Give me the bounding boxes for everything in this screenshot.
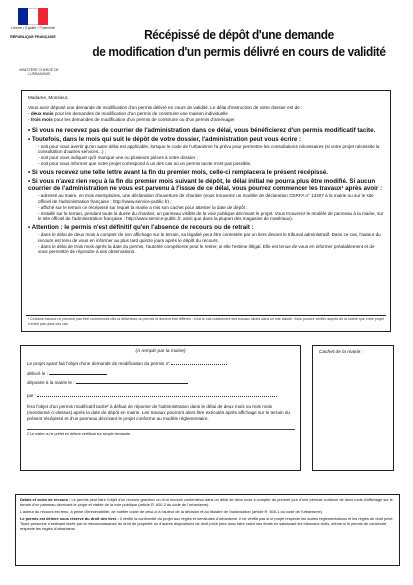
delay-three-months: - trois mois pour les demandes de modification d'un permis de construire ou d'un permis d'aménager — [28, 117, 235, 122]
republic-name: RÉPUBLIQUE FRANÇAISE — [10, 35, 56, 39]
appeal-paragraph — [20, 498, 396, 508]
receipt-form — [20, 345, 301, 471]
title-line-1: Récépissé de dépôt d'une demande — [144, 27, 334, 42]
appeal-heading: Délais et voies de recours : — [20, 497, 71, 502]
filed-date-field[interactable] — [76, 379, 188, 384]
footnote-divider — [26, 315, 386, 316]
tacit-permit-text: fera l'objet d'un permis modificatif tacite² à défaut de réponse de l'administration dans le délai de deux mois ou trois mois (mentionné ci-dessus) après la date de dépôt en mairie. Les travaux pourront alors être exécutés après affichage sur le terrain du présent récépissé et d'un panneau décrivant le projet conforme au modèle réglementaire. — [27, 404, 290, 421]
bullet-admin-sub-1: - soit pour vous avertir qu'un autre délai est applicable, lorsque le code de l'urbanisme l'a prévu pour permettre les consultations nécessaires (si votre projet nécessite la consultation d'autres services...) ; — [38, 143, 380, 155]
issued-date-line — [27, 370, 295, 377]
footnote-works: ¹ Certains travaux ne peuvent pas être commencés dès la délivrance du permis et doivent être différés : c'est le cas notamment des travaux situés dans un site classé. Vous pouvez vérifier auprès de la mairie que votre projet n'entre pas dans ces cas. — [28, 317, 384, 326]
mairie-stamp-box — [312, 345, 394, 471]
bullet-letter-replaces: • Si vous recevez une telle lettre avant la fin du premier mois, celle-ci remplacera le présent récépissé. — [28, 169, 384, 177]
flag-red-stripe — [38, 8, 48, 25]
marianne-flag-icon — [18, 8, 48, 25]
information-box — [21, 90, 391, 332]
permit-number-field[interactable] — [171, 360, 227, 365]
bullet-admin-sub-2: - soit pour vous indiquer qu'il manque une ou plusieurs pièces à votre dossier ; — [38, 155, 198, 161]
filed-date-label: déposée à la mairie le : — [27, 380, 75, 386]
flag-white-stripe — [28, 8, 38, 25]
mairie-stamp-label: Cachet de la mairie : — [319, 350, 363, 355]
appeal-text: Le permis peut faire l'objet d'un recours gracieux ou d'un recours contentieux dans un délai de deux mois à compter du premier jour d'une période continue de deux mois d'affichage sur le terrain d'un panneau décrivant le projet et visible de la voie publique (article R. 600-2 du code de l'urbanisme). — [20, 497, 393, 507]
third-party-heading: Le permis est délivré sous réserve du droit des tiers : — [20, 515, 119, 521]
title-line-2: de modification d'un permis délivré en cours de validité — [92, 44, 386, 59]
bullet-attention-sub-2: - dans le délai de trois mois après la date du permis, l'autorité compétente peut le retirer, si elle l'estime illégal. Elle est tenue de vous en informer préalablement et de vous permettre de répondre à ses observations. — [38, 243, 375, 255]
delay-two-months: - deux mois pour les demandes de modification d'un permis de construire une maison individuelle — [28, 111, 228, 116]
applicant-line — [27, 392, 295, 399]
bullet-nothing-sub-1: - adressé au maire, en trois exemplaires, une déclaration d'ouverture de chantier (vous trouverez un modèle de déclaration CERFA n° 13407 à la mairie ou sur le site officiel de l'administration française : http://www.service-public.fr) ; — [38, 193, 374, 204]
bullet-nothing-sub-3: - installé sur le terrain, pendant toute la durée du chantier, un panneau visible de la voie publique décrivant le projet. Vous trouverez le modèle de panneau à la mairie, sur le site officiel de l'administration française : http://www.service-public.fr, ainsi que dans la plupart des magasins de matériaux). — [38, 210, 384, 222]
delay-three-text: pour les demandes de modification d'un permis de construire ou d'un permis d'aménager — [54, 117, 235, 122]
page-title — [89, 26, 390, 60]
third-party-text: il vérifie la conformité du projet aux règles et servitudes d'urbanisme. Il ne vérifie pas si le projet respecte les autres réglementations et les règles de droit privé. Toute personne s'estimant lésée par la méconnaissance du droit de propriété ou d'autres dispositions de droit privé peut donc faire valoir ses droits en saisissant les tribunaux civils, même si le permis de construire respecte les règles d'urbanisme. — [20, 515, 394, 531]
bullet-nothing-received: • Si vous n'avez rien reçu à la fin du premier mois suivant le dépôt, le délai initial ne pourra plus être modifié. Si aucun courrier de l'administration ne vous est parvenu à l'issue de ce délai, vous pourrez commencer les travaux¹ après avoir : — [28, 178, 384, 194]
permit-number-line — [27, 360, 295, 367]
intro-text: Vous avez déposé une demande de modification d'un permis délivré en cours de validité. Le délai d'instruction de votre dossier est de : — [28, 105, 303, 110]
republic-motto: Liberté • Égalité • Fraternité — [11, 26, 55, 30]
ministry-name: MINISTÈRE CHARGÉ DE L'URBANISME — [19, 68, 59, 76]
bullet-nothing-sub-2: - affiché sur le terrain ce récépissé sur lequel la mairie a mis son cachet pour attester la date de dépôt ; — [38, 204, 248, 210]
permit-number-label: Le projet ayant fait l'objet d'une demande de modification du permis n° — [27, 361, 171, 366]
applicant-label: par : — [27, 392, 37, 398]
bullet-attention: • Attention : le permis n'est définitif qu'en l'absence de recours ou de retrait : — [28, 224, 384, 232]
issued-date-label: délivré le : — [27, 370, 48, 376]
filed-date-line — [27, 379, 295, 386]
legal-notice-box — [15, 494, 400, 566]
appeal-notification-text: L'auteur du recours est tenu, à peine d'irrecevabilité, de notifier copie de celui-ci à l'auteur de la décision et au titulaire de l'autorisation (article R. 600-1 du code de l'urbanisme). — [20, 508, 324, 514]
flag-blue-stripe — [18, 8, 28, 25]
receipt-divider — [27, 429, 295, 430]
delay-two-text: pour les demandes de modification d'un permis de construire une maison individuelle — [54, 111, 228, 116]
bullet-tacit-permit: • Si vous ne recevez pas de courrier de l'administration dans ce délai, vous bénéficierez d'un permis modificatif tacite. — [28, 127, 384, 135]
delay-two-label: deux mois — [30, 111, 54, 116]
issued-date-field[interactable] — [49, 370, 107, 375]
applicant-field[interactable] — [37, 392, 277, 397]
mairie-fill-caption: (À remplir par la mairie) — [135, 349, 186, 354]
greeting: Madame, Monsieur, — [28, 95, 69, 100]
third-party-paragraph — [20, 517, 396, 532]
republique-logo — [8, 8, 58, 66]
certificate-note: 2 Le maire ou le préfet en délivre certificat sur simple demande. — [27, 432, 131, 437]
delay-three-label: trois mois — [30, 117, 53, 122]
bullet-admin-sub-3: - soit pour vous informer que votre projet correspond à un des cas où un permis tacite n'est pas possible. — [38, 160, 252, 166]
bullet-admin-may-write: • Toutefois, dans le mois qui suit le dépôt de votre dossier, l'administration peut vous écrire : — [28, 136, 384, 144]
bullet-attention-sub-1: - dans le délai de deux mois à compter de son affichage sur le terrain, sa légalité peut être contestée par un tiers devant le tribunal administratif. Dans ce cas, l'auteur du recours est tenu de vous en informer au plus tard quinze jours après le dépôt du recours. — [38, 231, 381, 243]
